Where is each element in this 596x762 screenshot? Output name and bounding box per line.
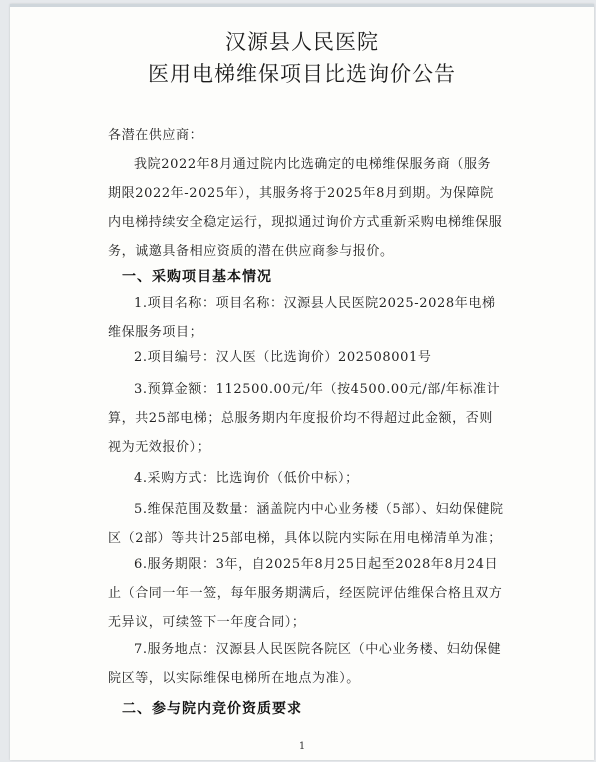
item-service-location: 7.服务地点：汉源县人民医院各院区（中心业务楼、妇幼保健院区等，以实际维保电梯所在地点为准）。 bbox=[108, 642, 502, 686]
item-maintenance-scope: 5.维保范围及数量：涵盖院内中心业务楼（5部）、妇幼保健院区（2部）等共计25部电梯，具体以院内实际在用电梯清单为准； bbox=[108, 502, 504, 546]
item-budget: 3.预算金额：112500.00元/年（按4500.00元/部/年标准计算，共25部电梯；总服务期内年度报价均不得超过此金额，否则视为无效报价）； bbox=[108, 382, 501, 455]
item-procurement-method: 4.采购方式：比选询价（低价中标）； bbox=[134, 471, 359, 486]
item-service-period: 6.服务期限：3年，自2025年8月25日起至2028年8月24日止（合同一年一签，每年服务期满后，经医院评估维保合格且双方无异议，可续签下一年度合同）； bbox=[108, 557, 503, 630]
document-title-line2: 医用电梯维保项目比选询价公告 bbox=[148, 62, 456, 86]
section2-heading: 二、参与院内竞价资质要求 bbox=[122, 701, 302, 717]
item-project-name: 1.项目名称：项目名称：汉源县人民医院2025-2028年电梯维保服务项目； bbox=[108, 296, 496, 340]
scan-edge bbox=[10, 4, 594, 7]
intro-paragraph: 我院2022年8月通过院内比选确定的电梯维保服务商（服务期限2022年-2025年），其服务将于2025年8月到期。为保障院内电梯持续安全稳定运行，现拟通过询价方式重新采购电梯维保服务，诚邀具备相应资质的潜在供应商参与报价。 bbox=[108, 157, 503, 259]
item-project-number: 2.项目编号：汉人医（比选询价）202508001号 bbox=[134, 350, 432, 365]
document-title-line1: 汉源县人民医院 bbox=[225, 30, 379, 54]
page-number: 1 bbox=[298, 741, 306, 752]
document-page bbox=[10, 4, 594, 760]
salutation: 各潜在供应商： bbox=[108, 128, 204, 143]
section1-heading: 一、采购项目基本情况 bbox=[122, 269, 272, 285]
